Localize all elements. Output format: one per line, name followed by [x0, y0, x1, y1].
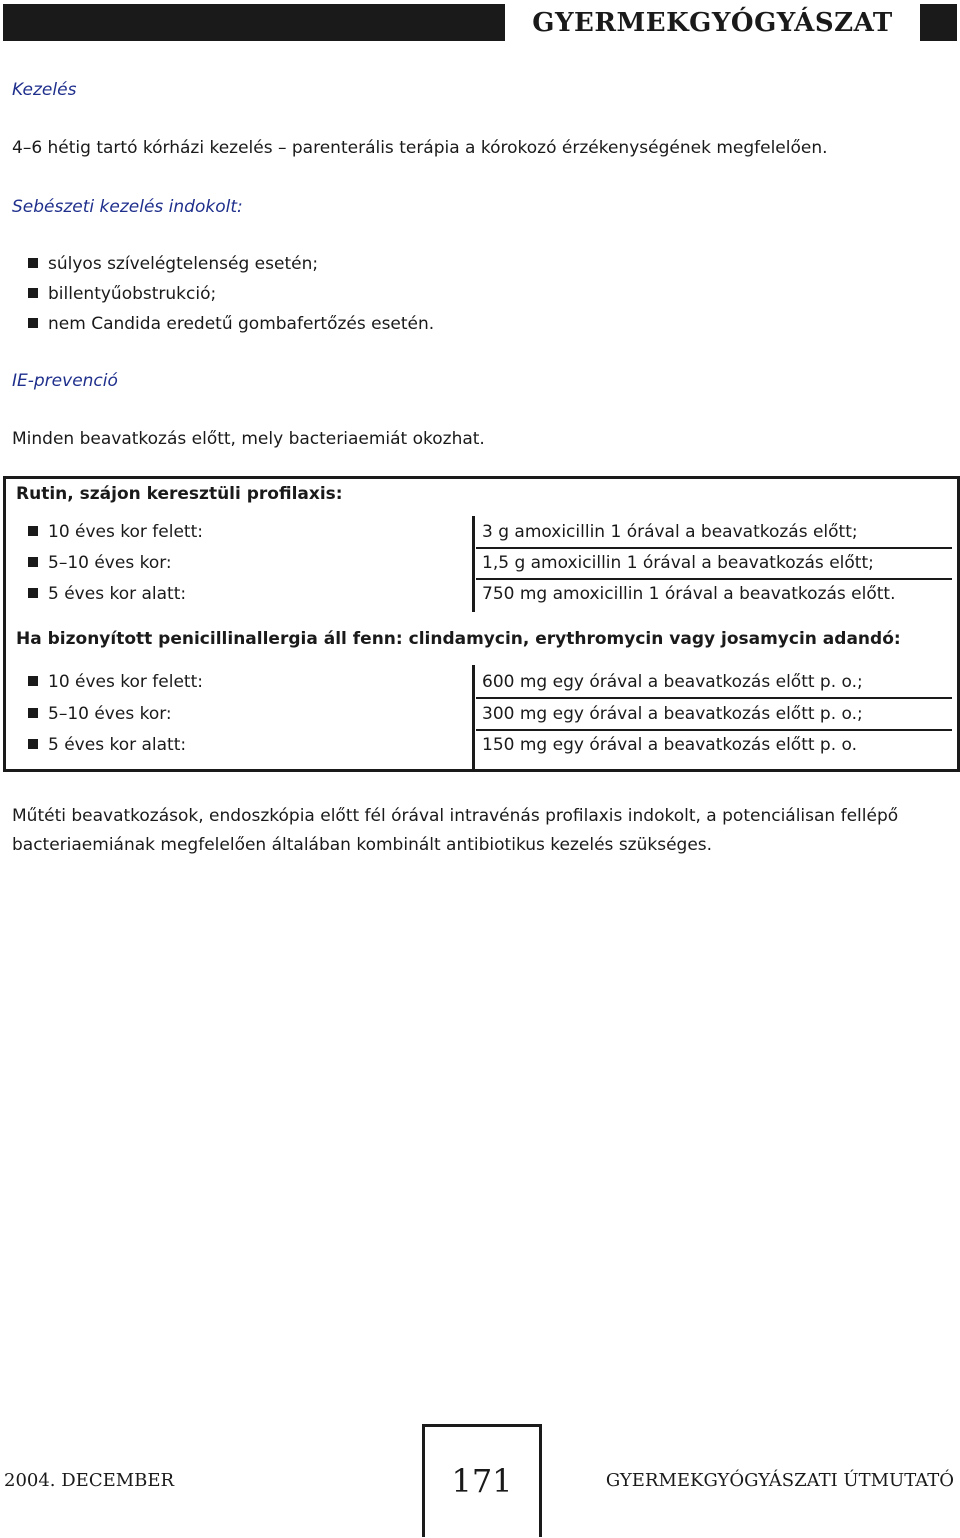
mutet-line-2: bacteriaemiának megfelelően általában kombinált antibiotikus kezelés szükséges.: [12, 835, 713, 855]
dose-cell: 1,5 g amoxicillin 1 órával a beavatkozás előtt;: [482, 553, 874, 573]
list-item: billentyűobstrukció;: [28, 283, 216, 305]
table-row: 5–10 éves kor:: [28, 704, 172, 724]
dose-cell: 300 mg egy órával a beavatkozás előtt p. o.;: [482, 704, 863, 724]
rutin-heading: Rutin, szájon keresztüli profilaxis:: [16, 484, 343, 504]
dose-cell: 3 g amoxicillin 1 órával a beavatkozás előtt;: [482, 522, 858, 542]
dose-cell: 750 mg amoxicillin 1 órával a beavatkozás előtt.: [482, 584, 896, 604]
bullet-icon: [28, 258, 38, 268]
bullet-icon: [28, 739, 38, 749]
row-divider: [476, 578, 952, 580]
bullet-icon: [28, 318, 38, 328]
page-header-title: GYERMEKGYÓGYÁSZAT: [505, 4, 920, 41]
row-divider: [476, 697, 952, 699]
sebeszeti-heading: Sebészeti kezelés indokolt:: [12, 197, 243, 217]
prevencio-heading: IE-prevenció: [12, 371, 118, 391]
dose-cell: 150 mg egy órával a beavatkozás előtt p. o.: [482, 735, 858, 755]
mutet-line-1: Műtéti beavatkozások, endoszkópia előtt fél órával intravénás profilaxis indokolt, a potenciálisan fellépő: [12, 806, 899, 826]
bullet-icon: [28, 288, 38, 298]
table-row: 5 éves kor alatt:: [28, 735, 186, 755]
table-row: 10 éves kor felett:: [28, 522, 203, 542]
footer-publication: GYERMEKGYÓGYÁSZATI ÚTMUTATÓ: [605, 1470, 954, 1491]
bullet-icon: [28, 557, 38, 567]
column-divider: [472, 516, 475, 612]
kezeles-text: 4–6 hétig tartó kórházi kezelés – parenterális terápia a kórokozó érzékenységének megfelelően.: [12, 138, 828, 158]
table-row: 5–10 éves kor:: [28, 553, 172, 573]
kezeles-heading: Kezelés: [12, 80, 77, 100]
prevencio-text: Minden beavatkozás előtt, mely bacteriaemiát okozhat.: [12, 429, 485, 449]
column-divider: [472, 665, 475, 769]
list-item: súlyos szívelégtelenség esetén;: [28, 253, 318, 275]
profilaxis-box: [3, 476, 960, 772]
table-row: 10 éves kor felett:: [28, 672, 203, 692]
bullet-icon: [28, 526, 38, 536]
bullet-icon: [28, 708, 38, 718]
list-item: nem Candida eredetű gombafertőzés esetén.: [28, 313, 434, 335]
table-row: 5 éves kor alatt:: [28, 584, 186, 604]
bullet-icon: [28, 676, 38, 686]
page-number: 171: [451, 1462, 513, 1500]
allergia-heading: Ha bizonyított penicillinallergia áll fenn: clindamycin, erythromycin vagy josamycin adandó:: [16, 629, 901, 649]
bullet-icon: [28, 588, 38, 598]
footer-date: 2004. DECEMBER: [4, 1470, 175, 1491]
row-divider: [476, 547, 952, 549]
dose-cell: 600 mg egy órával a beavatkozás előtt p. o.;: [482, 672, 863, 692]
row-divider: [476, 729, 952, 731]
